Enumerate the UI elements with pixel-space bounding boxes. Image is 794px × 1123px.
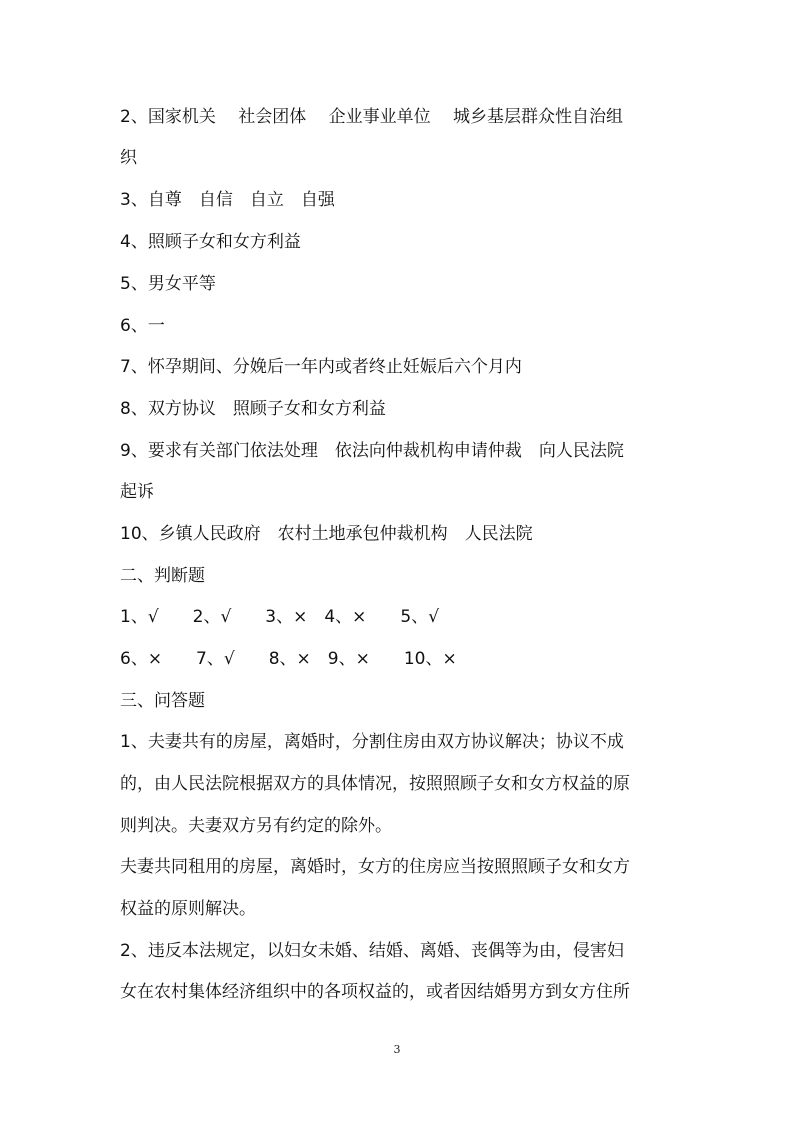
section-heading: 二、判断题 [120,566,205,586]
text-line: 权益的原则解决。 [120,899,256,919]
text-line: 8、双方协议 照顾子女和女方利益 [120,399,386,419]
text-line: 5、男女平等 [120,274,216,294]
text-line: 的，由人民法院根据双方的具体情况，按照照顾子女和女方权益的原 [120,774,630,794]
text-line: 女在农村集体经济组织中的各项权益的，或者因结婚男方到女方住所 [120,982,630,1002]
text-line: 6、一 [120,316,165,336]
text-line: 9、要求有关部门依法处理 依法向仲裁机构申请仲裁 向人民法院 [120,441,624,461]
text-line: 2、违反本法规定，以妇女未婚、结婚、离婚、丧偶等为由，侵害妇 [120,941,624,961]
text-line: 6、× 7、√ 8、× 9、× 10、× [120,649,457,669]
text-line: 织 [120,148,137,168]
section-heading: 三、问答题 [120,691,205,711]
text-line: 起诉 [120,482,154,502]
text-line: 4、照顾子女和女方利益 [120,232,301,252]
text-line: 7、怀孕期间、分娩后一年内或者终止妊娠后六个月内 [120,357,522,377]
text-line: 2、国家机关 社会团体 企业事业单位 城乡基层群众性自治组 [120,107,624,127]
text-line: 1、夫妻共有的房屋，离婚时，分割住房由双方协议解决；协议不成 [120,732,624,752]
text-line: 则判决。夫妻双方另有约定的除外。 [120,816,392,836]
text-line: 10、乡镇人民政府 农村土地承包仲裁机构 人民法院 [120,524,533,544]
page-number: 3 [393,1043,401,1056]
text-line: 3、自尊 自信 自立 自强 [120,190,335,210]
text-line: 1、√ 2、√ 3、× 4、× 5、√ [120,607,440,627]
text-line: 夫妻共同租用的房屋，离婚时，女方的住房应当按照照顾子女和女方 [120,857,630,877]
